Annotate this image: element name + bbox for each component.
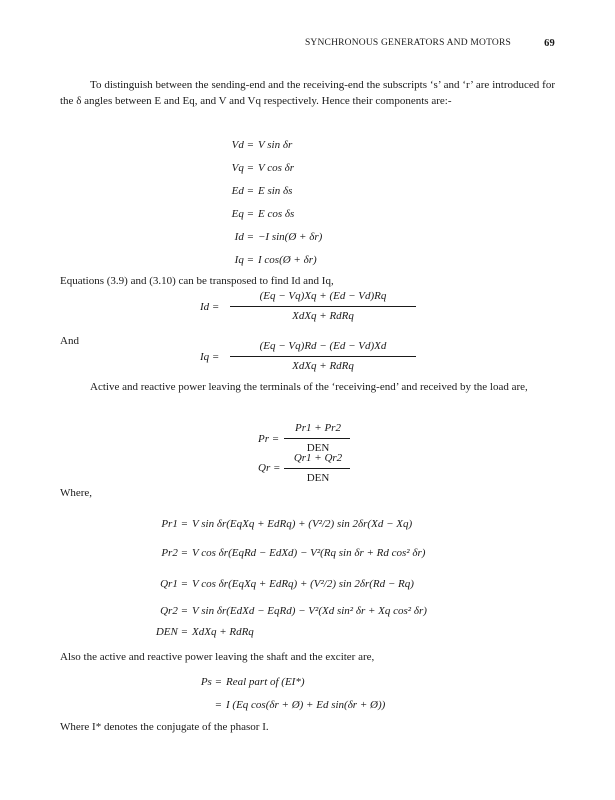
conjugate-paragraph: Where I* denotes the conjugate of the phasor I. xyxy=(60,721,269,733)
active-reactive-paragraph: Active and reactive power leaving the terminals of the ‘receiving-end’ and received by the load are, xyxy=(90,381,528,393)
intro-paragraph: To distinguish between the sending-end and the receiving-end the subscripts ‘s’ and ‘r’ are introduced for the δ angles between E and Eq, and V and Vq respectively. Hence their components are:- xyxy=(60,79,555,107)
running-head xyxy=(60,38,555,52)
running-head-title: SYNCHRONOUS GENERATORS AND MOTORS xyxy=(304,38,511,48)
page-number: 69 xyxy=(544,38,555,49)
and-label: And xyxy=(60,335,79,347)
where-label: Where, xyxy=(60,487,93,499)
shaft-paragraph: Also the active and reactive power leaving the shaft and the exciter are, xyxy=(60,651,375,663)
page: SYNCHRONOUS GENERATORS AND MOTORS 69 To distinguish between the sending-end and the receiving-end the subscripts ‘s’ and ‘r’ are introduced for the δ angles between E and Eq, and V and Vq respectively. Hence their components are:- Vd = V sin δr Vq = V cos δr Ed = E sin δs Eq = E cos δs Id = −I sin(Ø + δr) Iq = I cos(Ø + δr) Equations (3.9) and (3.10) can be transposed to find Id and Iq, Id = (Eq − Vq)Xq + (Ed − Vd)Rq XdXq + RdRq And Iq = (Eq − Vq)Rd − (Ed − Vd)Xd XdXq + RdRq Active and reactive power leaving the terminals of the ‘receiving-end’ and received by the load are, Pr = Pr1 + Pr2 DEN Qr = Qr1 + Qr2 DEN Where, Pr1 = V sin δr(EqXq + EdRq) + (V²/2) sin 2δr(Xd − Xq) Pr2 = V cos δr(EqRd − EdXd) − V²(Rq sin δr + Rd cos² δr) Qr1 = V cos δr(EqXq + EdRq) + (V²/2) sin 2δr(Rd − Rq) Qr2 = V sin δr(EdXd − EqRd) − V²(Xd sin² δr + Xq cos² δr) DEN = XdXq + RdRq Also the active and reactive power leaving the shaft and the exciter are, Ps = Real part of (EI*) = I (Eq cos(δr + Ø) + Ed sin(δr + Ø)) Where I* denotes the conjugate of the phasor I. xyxy=(0,0,615,800)
transpose-paragraph: Equations (3.9) and (3.10) can be transposed to find Id and Iq, xyxy=(60,275,334,287)
